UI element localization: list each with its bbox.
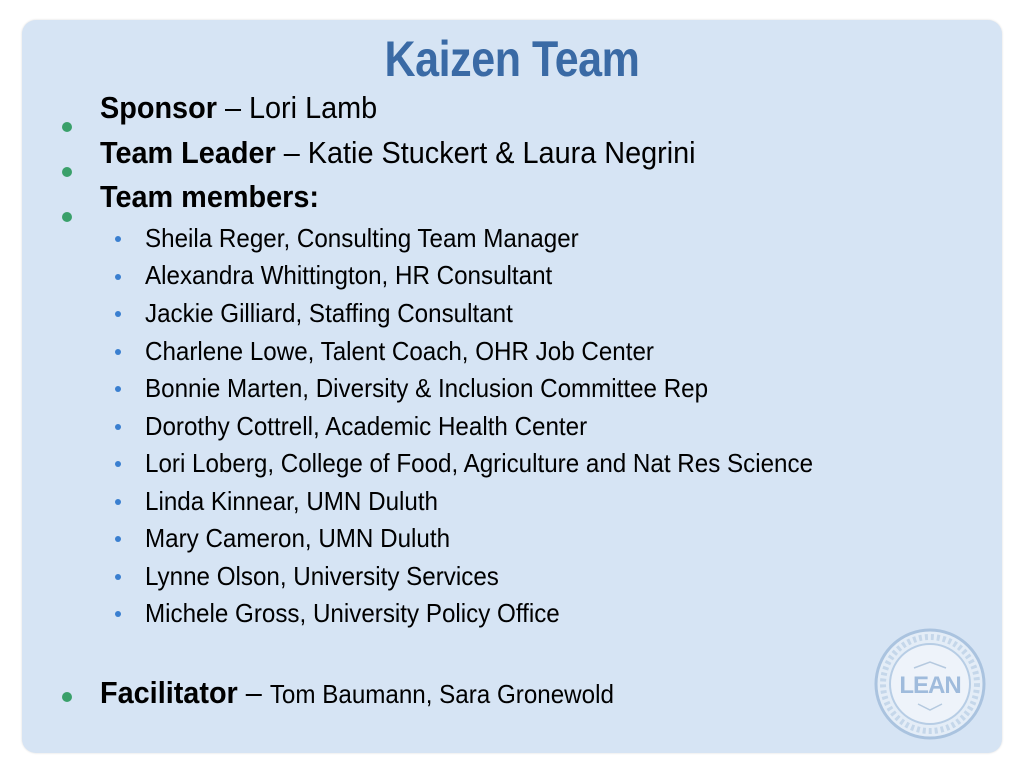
bullet-team-members bbox=[62, 212, 72, 222]
slide bbox=[22, 20, 1002, 753]
slide-title: Kaizen Team bbox=[384, 31, 640, 87]
member-bullet bbox=[115, 461, 121, 467]
member-bullet bbox=[115, 536, 121, 542]
member-bullet bbox=[115, 236, 121, 242]
member-item: Michele Gross, University Policy Office bbox=[145, 598, 560, 628]
member-bullet bbox=[115, 611, 121, 617]
sponsor-value: Lori Lamb bbox=[248, 90, 378, 125]
member-item: Bonnie Marten, Diversity & Inclusion Committee Rep bbox=[145, 373, 709, 403]
sponsor-label: Sponsor bbox=[100, 90, 217, 125]
sponsor-line bbox=[100, 90, 377, 126]
member-item: Lynne Olson, University Services bbox=[145, 561, 499, 591]
facilitator-value: Tom Baumann, Sara Gronewold bbox=[269, 679, 614, 709]
team-leader-sep: – bbox=[275, 135, 308, 170]
lean-seal-icon bbox=[874, 628, 986, 740]
bullet-sponsor bbox=[62, 122, 72, 132]
bullet-facilitator bbox=[62, 692, 72, 702]
member-bullet bbox=[115, 499, 121, 505]
team-members-line bbox=[100, 179, 319, 215]
team-leader-label: Team Leader bbox=[100, 135, 276, 170]
member-bullet bbox=[115, 424, 121, 430]
member-item: Linda Kinnear, UMN Duluth bbox=[145, 486, 439, 516]
logo-text: LEAN bbox=[899, 672, 961, 699]
team-leader-value: Katie Stuckert & Laura Negrini bbox=[307, 135, 696, 170]
facilitator-sep: – bbox=[237, 675, 270, 710]
member-bullet bbox=[115, 349, 121, 355]
member-bullet bbox=[115, 311, 121, 317]
member-item: Mary Cameron, UMN Duluth bbox=[145, 523, 451, 553]
bullet-team-leader bbox=[62, 167, 72, 177]
facilitator-label: Facilitator bbox=[100, 675, 238, 710]
member-bullet bbox=[115, 274, 121, 280]
member-bullet bbox=[115, 574, 121, 580]
member-item: Alexandra Whittington, HR Consultant bbox=[145, 260, 553, 290]
sponsor-sep: – bbox=[216, 90, 249, 125]
facilitator-line bbox=[100, 675, 614, 711]
team-members-label: Team members: bbox=[100, 179, 319, 214]
team-leader-line bbox=[100, 135, 696, 171]
member-item: Charlene Lowe, Talent Coach, OHR Job Center bbox=[145, 336, 654, 366]
member-item: Sheila Reger, Consulting Team Manager bbox=[145, 223, 579, 253]
member-bullet bbox=[115, 386, 121, 392]
member-item: Lori Loberg, College of Food, Agriculture and Nat Res Science bbox=[145, 448, 814, 478]
member-item: Dorothy Cottrell, Academic Health Center bbox=[145, 411, 588, 441]
member-item: Jackie Gilliard, Staffing Consultant bbox=[145, 298, 513, 328]
